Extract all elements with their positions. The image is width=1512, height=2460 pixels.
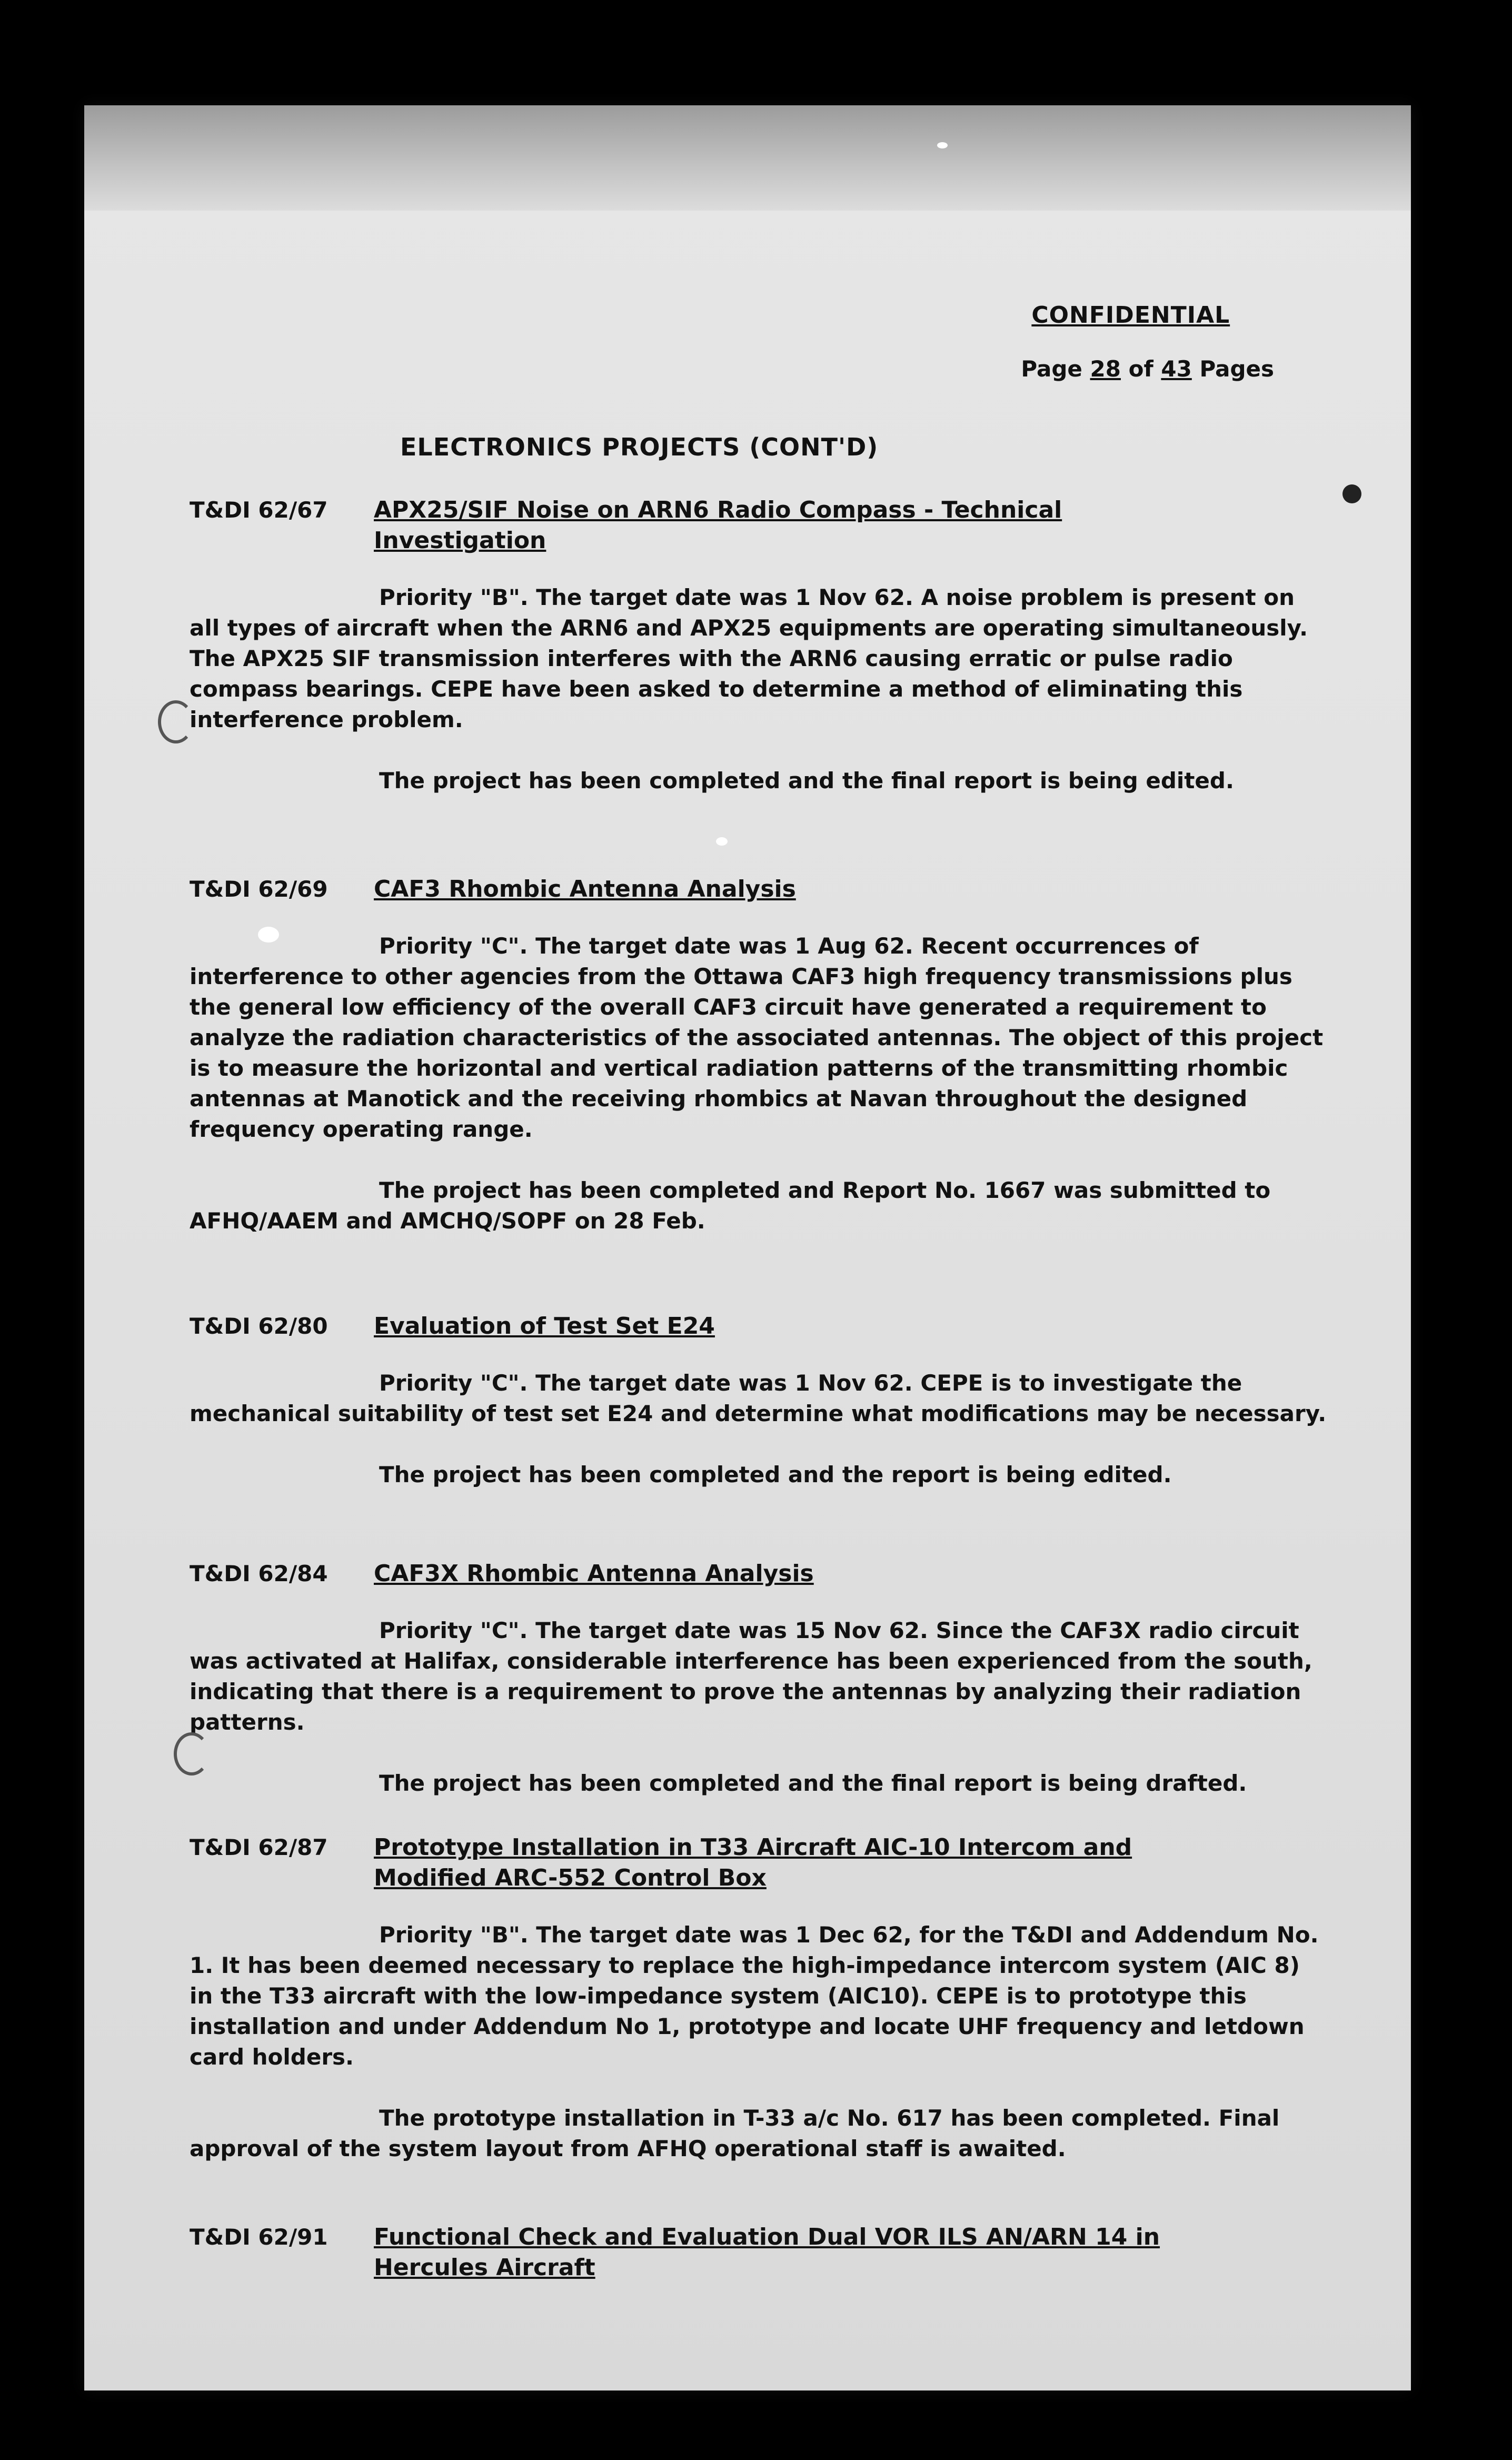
page-of: of [1128, 356, 1153, 382]
punch-hole-mark [174, 1732, 210, 1775]
project-id: T&DI 62/69 [190, 876, 328, 902]
punch-hole-mark [158, 700, 194, 743]
page-suffix: Pages [1199, 356, 1274, 382]
project-id: T&DI 62/84 [190, 1561, 328, 1586]
project-header [190, 2222, 1327, 2283]
project-description: Priority "C". The target date was 15 Nov 62. Since the CAF3X radio circuit was activated at Halifax, considerable interference has been experienced from the south, indicating that there is a requirement to prove the antennas by analyzing their radiation patterns. [190, 1618, 1312, 1735]
classification-marking: CONFIDENTIAL [1031, 302, 1230, 329]
project-header [190, 495, 1327, 556]
project-entry [190, 874, 1327, 1236]
document-page [84, 105, 1411, 2390]
project-title: CAF3X Rhombic Antenna Analysis [374, 1560, 814, 1587]
project-description: Priority "B". The target date was 1 Nov 62. A noise problem is present on all types of aircraft when the ARN6 and APX25 equipments are operating simultaneously. The APX25 SIF transmission interferes with the ARN6 causing erratic or pulse radio compass bearings. CEPE have been asked to determine a method of eliminating this interference problem. [190, 584, 1308, 732]
project-status: The project has been completed and Report No. 1667 was submitted to AFHQ/AAEM and AMCHQ/SOPF on 28 Feb. [190, 1177, 1271, 1234]
page-number: 28 [1090, 356, 1121, 382]
project-title: Prototype Installation in T33 Aircraft AIC-10 Intercom and Modified ARC-552 Control Box [374, 1834, 1132, 1891]
project-entry [190, 1559, 1327, 1799]
project-status: The project has been completed and the final report is being drafted. [379, 1770, 1247, 1796]
project-entry [190, 1832, 1327, 2164]
project-description: Priority "C". The target date was 1 Nov 62. CEPE is to investigate the mechanical suitability of test set E24 and determine what modifications may be necessary. [190, 1370, 1327, 1426]
project-header [190, 1559, 1327, 1589]
project-header [190, 1832, 1327, 1893]
project-id: T&DI 62/87 [190, 1834, 328, 1860]
project-status: The prototype installation in T-33 a/c No. 617 has been completed. Final approval of the system layout from AFHQ operational staff is awaited. [190, 2105, 1280, 2161]
ink-blot [1342, 484, 1361, 503]
project-title: Functional Check and Evaluation Dual VOR ILS AN/ARN 14 in Hercules Aircraft [374, 2224, 1160, 2281]
project-header [190, 874, 1327, 905]
page-header [1021, 300, 1274, 384]
project-description: Priority "C". The target date was 1 Aug 62. Recent occurrences of interference to other agencies from the Ottawa CAF3 high frequency transmissions plus the general low efficiency of the overall CAF3 circuit have generated a requirement to analyze the radiation characteristics of the associated antennas. The object of this project is to measure the horizontal and vertical radiation patterns of the transmitting rhombic antennas at Manotick and the receiving rhombics at Navan throughout the designed frequency operating range. [190, 933, 1324, 1142]
project-title: CAF3 Rhombic Antenna Analysis [374, 876, 796, 902]
project-id: T&DI 62/80 [190, 1313, 328, 1339]
project-status: The project has been completed and the final report is being edited. [379, 768, 1234, 793]
project-entry [190, 2222, 1327, 2283]
dust-speck [937, 142, 948, 148]
project-id: T&DI 62/91 [190, 2224, 328, 2250]
project-id: T&DI 62/67 [190, 497, 328, 523]
project-title: APX25/SIF Noise on ARN6 Radio Compass - Technical Investigation [374, 497, 1062, 554]
project-entry [190, 495, 1327, 796]
project-header [190, 1311, 1327, 1342]
project-status: The project has been completed and the report is being edited. [379, 1462, 1172, 1487]
page-count [1021, 354, 1274, 384]
project-entry [190, 1311, 1327, 1490]
section-heading: ELECTRONICS PROJECTS (CONT'D) [400, 433, 879, 461]
project-title: Evaluation of Test Set E24 [374, 1313, 715, 1340]
project-description: Priority "B". The target date was 1 Dec 62, for the T&DI and Addendum No. 1. It has been deemed necessary to replace the high-impedance intercom system (AIC 8) in the T33 aircraft with the low-impedance system (AIC10). CEPE is to prototype this installation and under Addendum No 1, prototype and locate UHF frequency and letdown card holders. [190, 1922, 1319, 2070]
dust-speck [258, 927, 279, 943]
page-prefix: Page [1021, 356, 1082, 382]
dust-speck [716, 837, 728, 846]
document-body [84, 105, 1411, 2390]
page-total: 43 [1161, 356, 1192, 382]
